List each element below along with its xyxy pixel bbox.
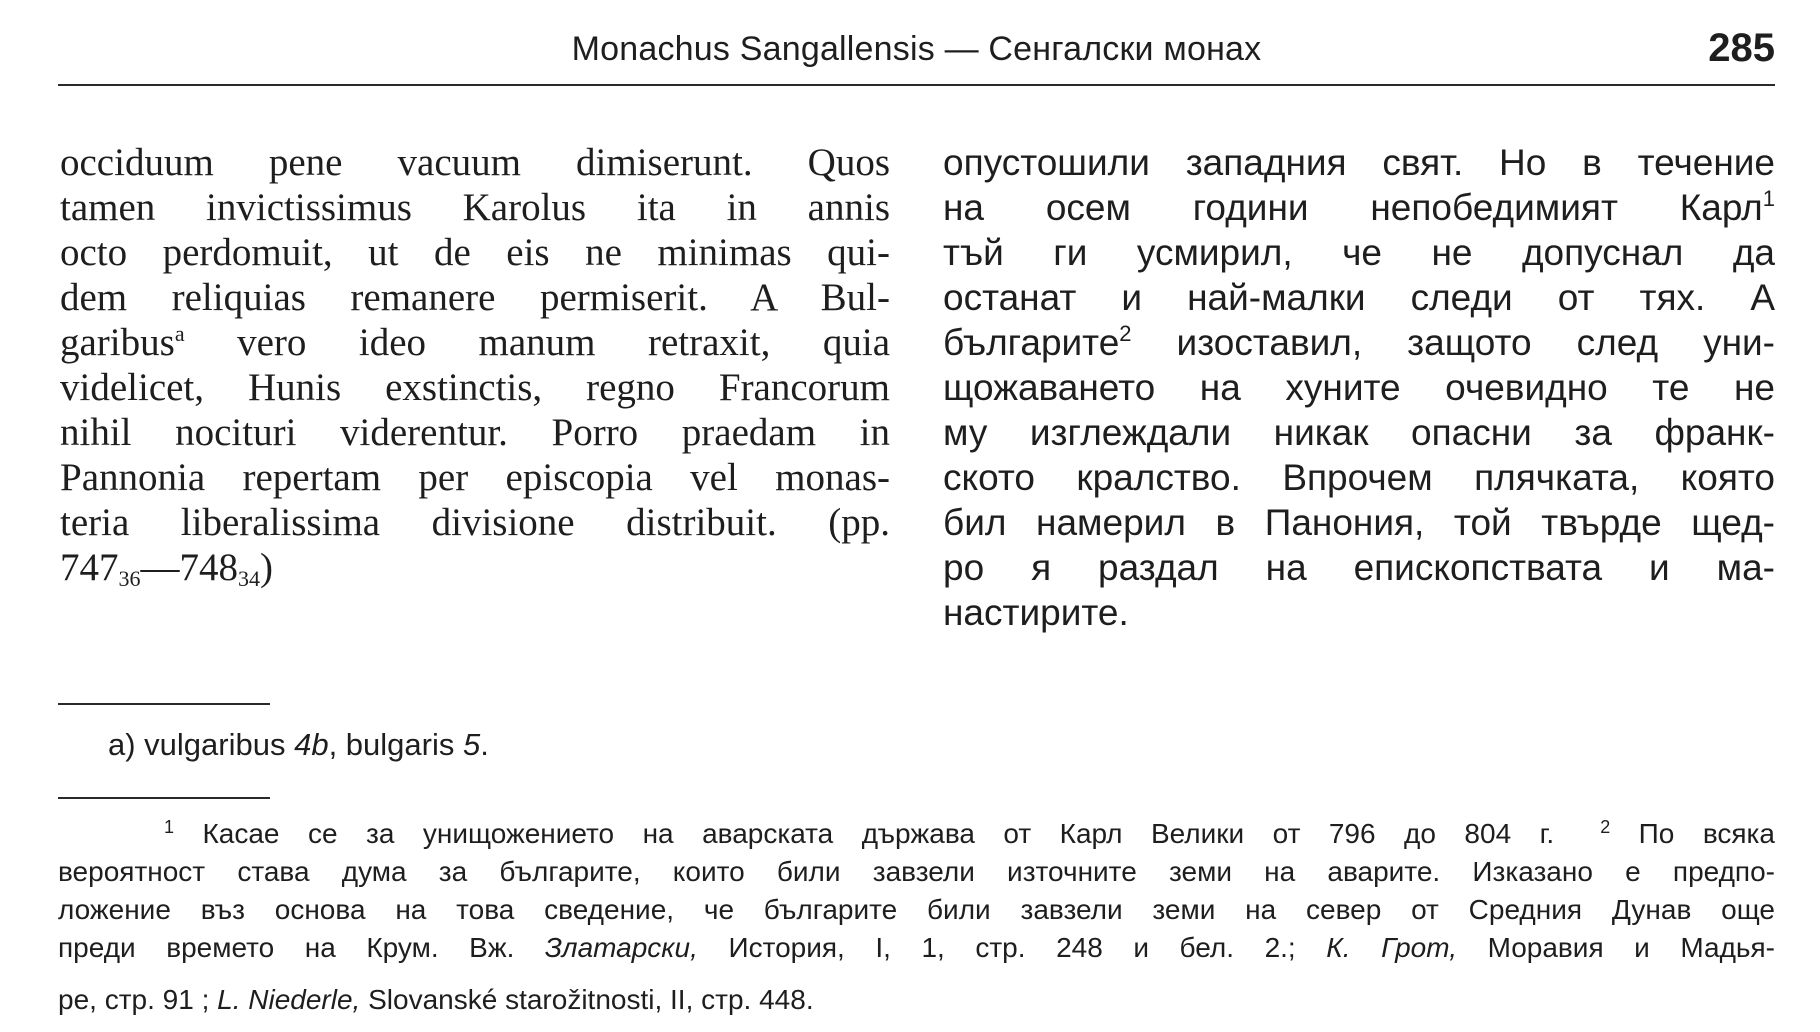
footnote-line bbox=[58, 981, 1775, 1019]
page-number: 285 bbox=[1708, 26, 1775, 70]
bulgarian-line: останат и най-малки следи от тях. А bbox=[943, 277, 1775, 318]
latin-line: occiduum pene vacuum dimiserunt. Quos bbox=[60, 141, 890, 184]
apparatus-text: , bulgaris bbox=[328, 727, 463, 762]
footnote-marker: 1 bbox=[1762, 186, 1775, 211]
latin-line bbox=[60, 320, 890, 365]
footnote-text: ре, стр. 91 ; bbox=[58, 984, 218, 1015]
cited-author: L. Niederle, bbox=[217, 984, 361, 1015]
bulgarian-line: опустошили западния свят. Но в течение bbox=[943, 142, 1775, 183]
bulgarian-line: ро я раздал на епископствата и ма- bbox=[943, 547, 1775, 588]
running-header bbox=[58, 22, 1775, 82]
header-rule bbox=[58, 84, 1775, 86]
footnote-line: вероятност става дума за българите, които били завзели източните земи на аварите. Изказано е предпо- bbox=[58, 856, 1775, 887]
ref-end: —748 bbox=[140, 546, 238, 589]
apparatus-rule bbox=[58, 703, 270, 705]
latin-reference bbox=[60, 545, 890, 590]
latin-line: tamen invictissimus Karolus ita in annis bbox=[60, 186, 890, 229]
bulgarian-line: щожаването на хуните очевидно те не bbox=[943, 367, 1775, 408]
bulgarian-word: българите bbox=[943, 322, 1120, 363]
bulgarian-line bbox=[943, 185, 1775, 230]
footnote-number: 1 bbox=[164, 817, 175, 837]
footnote-text: Slovanské starožitnosti, II, стр. 448. bbox=[360, 984, 814, 1015]
bulgarian-line: му изглеждали никак опасни за франк- bbox=[943, 412, 1775, 453]
footnote-line bbox=[58, 815, 1775, 853]
ref-start: 747 bbox=[60, 546, 119, 589]
latin-line-rest: vero ideo manum retraxit, quia bbox=[184, 321, 890, 364]
footnote-line bbox=[58, 929, 1775, 967]
cited-author: К. Грот, bbox=[1326, 932, 1458, 963]
latin-line: teria liberalissima divisione distribuit. (pp. bbox=[60, 501, 890, 544]
apparatus-text: a) vulgaribus bbox=[108, 727, 295, 762]
latin-line: octo perdomuit, ut de eis ne minimas qui- bbox=[60, 231, 890, 274]
footnote-rule bbox=[58, 797, 270, 799]
latin-text-column bbox=[60, 140, 890, 590]
footnote-text: преди времето на Крум. Вж. bbox=[58, 932, 545, 963]
manuscript-siglum: 5 bbox=[462, 727, 481, 762]
running-title: Monachus Sangallensis — Сенгалски монах bbox=[571, 30, 1262, 68]
cited-author: Златарски, bbox=[544, 932, 698, 963]
ref-close: ) bbox=[260, 546, 273, 589]
latin-line: videlicet, Hunis exstinctis, regno Francorum bbox=[60, 366, 890, 409]
manuscript-siglum: 4b bbox=[294, 727, 329, 762]
bulgarian-line-text: на осем години непобедимият Карл bbox=[943, 187, 1763, 228]
footnote-text: История, I, 1, стр. 248 и бел. 2.; bbox=[697, 932, 1327, 963]
ref-end-line: 34 bbox=[238, 566, 260, 591]
latin-word-garibus: garibus bbox=[60, 321, 175, 364]
apparatus-text: . bbox=[480, 727, 489, 762]
bulgarian-text-column bbox=[943, 140, 1775, 635]
footnote-number: 2 bbox=[1600, 817, 1611, 837]
latin-line: Pannonia repertam per episcopia vel monas- bbox=[60, 456, 890, 499]
footnote-text: По всяка bbox=[1610, 818, 1775, 849]
bulgarian-line: ското кралство. Впрочем плячката, която bbox=[943, 457, 1775, 498]
latin-line: dem reliquias remanere permiserit. A Bul- bbox=[60, 276, 890, 319]
bulgarian-line: тъй ги усмирил, че не допуснал да bbox=[943, 232, 1775, 273]
bulgarian-line-rest: изоставил, защото след уни- bbox=[1131, 322, 1775, 363]
footnote-marker: 2 bbox=[1119, 321, 1132, 346]
footnote-text: Касае се за унищожението на аварската държава от Карл Велики от 796 до 804 г. bbox=[174, 818, 1555, 849]
latin-line: nihil nocituri viderentur. Porro praedam in bbox=[60, 411, 890, 454]
ref-start-line: 36 bbox=[118, 566, 141, 591]
bulgarian-line bbox=[943, 320, 1775, 365]
footnotes bbox=[58, 815, 1775, 1019]
footnote-line: ложение въз основа на това сведение, че българите били завзели земи на север от Средния Дунав още bbox=[58, 894, 1775, 925]
bulgarian-line: бил намерил в Панония, той твърде щед- bbox=[943, 502, 1775, 543]
apparatus-marker: a bbox=[174, 321, 185, 346]
critical-apparatus bbox=[108, 727, 489, 763]
footnote-text: Моравия и Мадья- bbox=[1457, 932, 1775, 963]
bulgarian-line: настирите. bbox=[943, 592, 1129, 633]
